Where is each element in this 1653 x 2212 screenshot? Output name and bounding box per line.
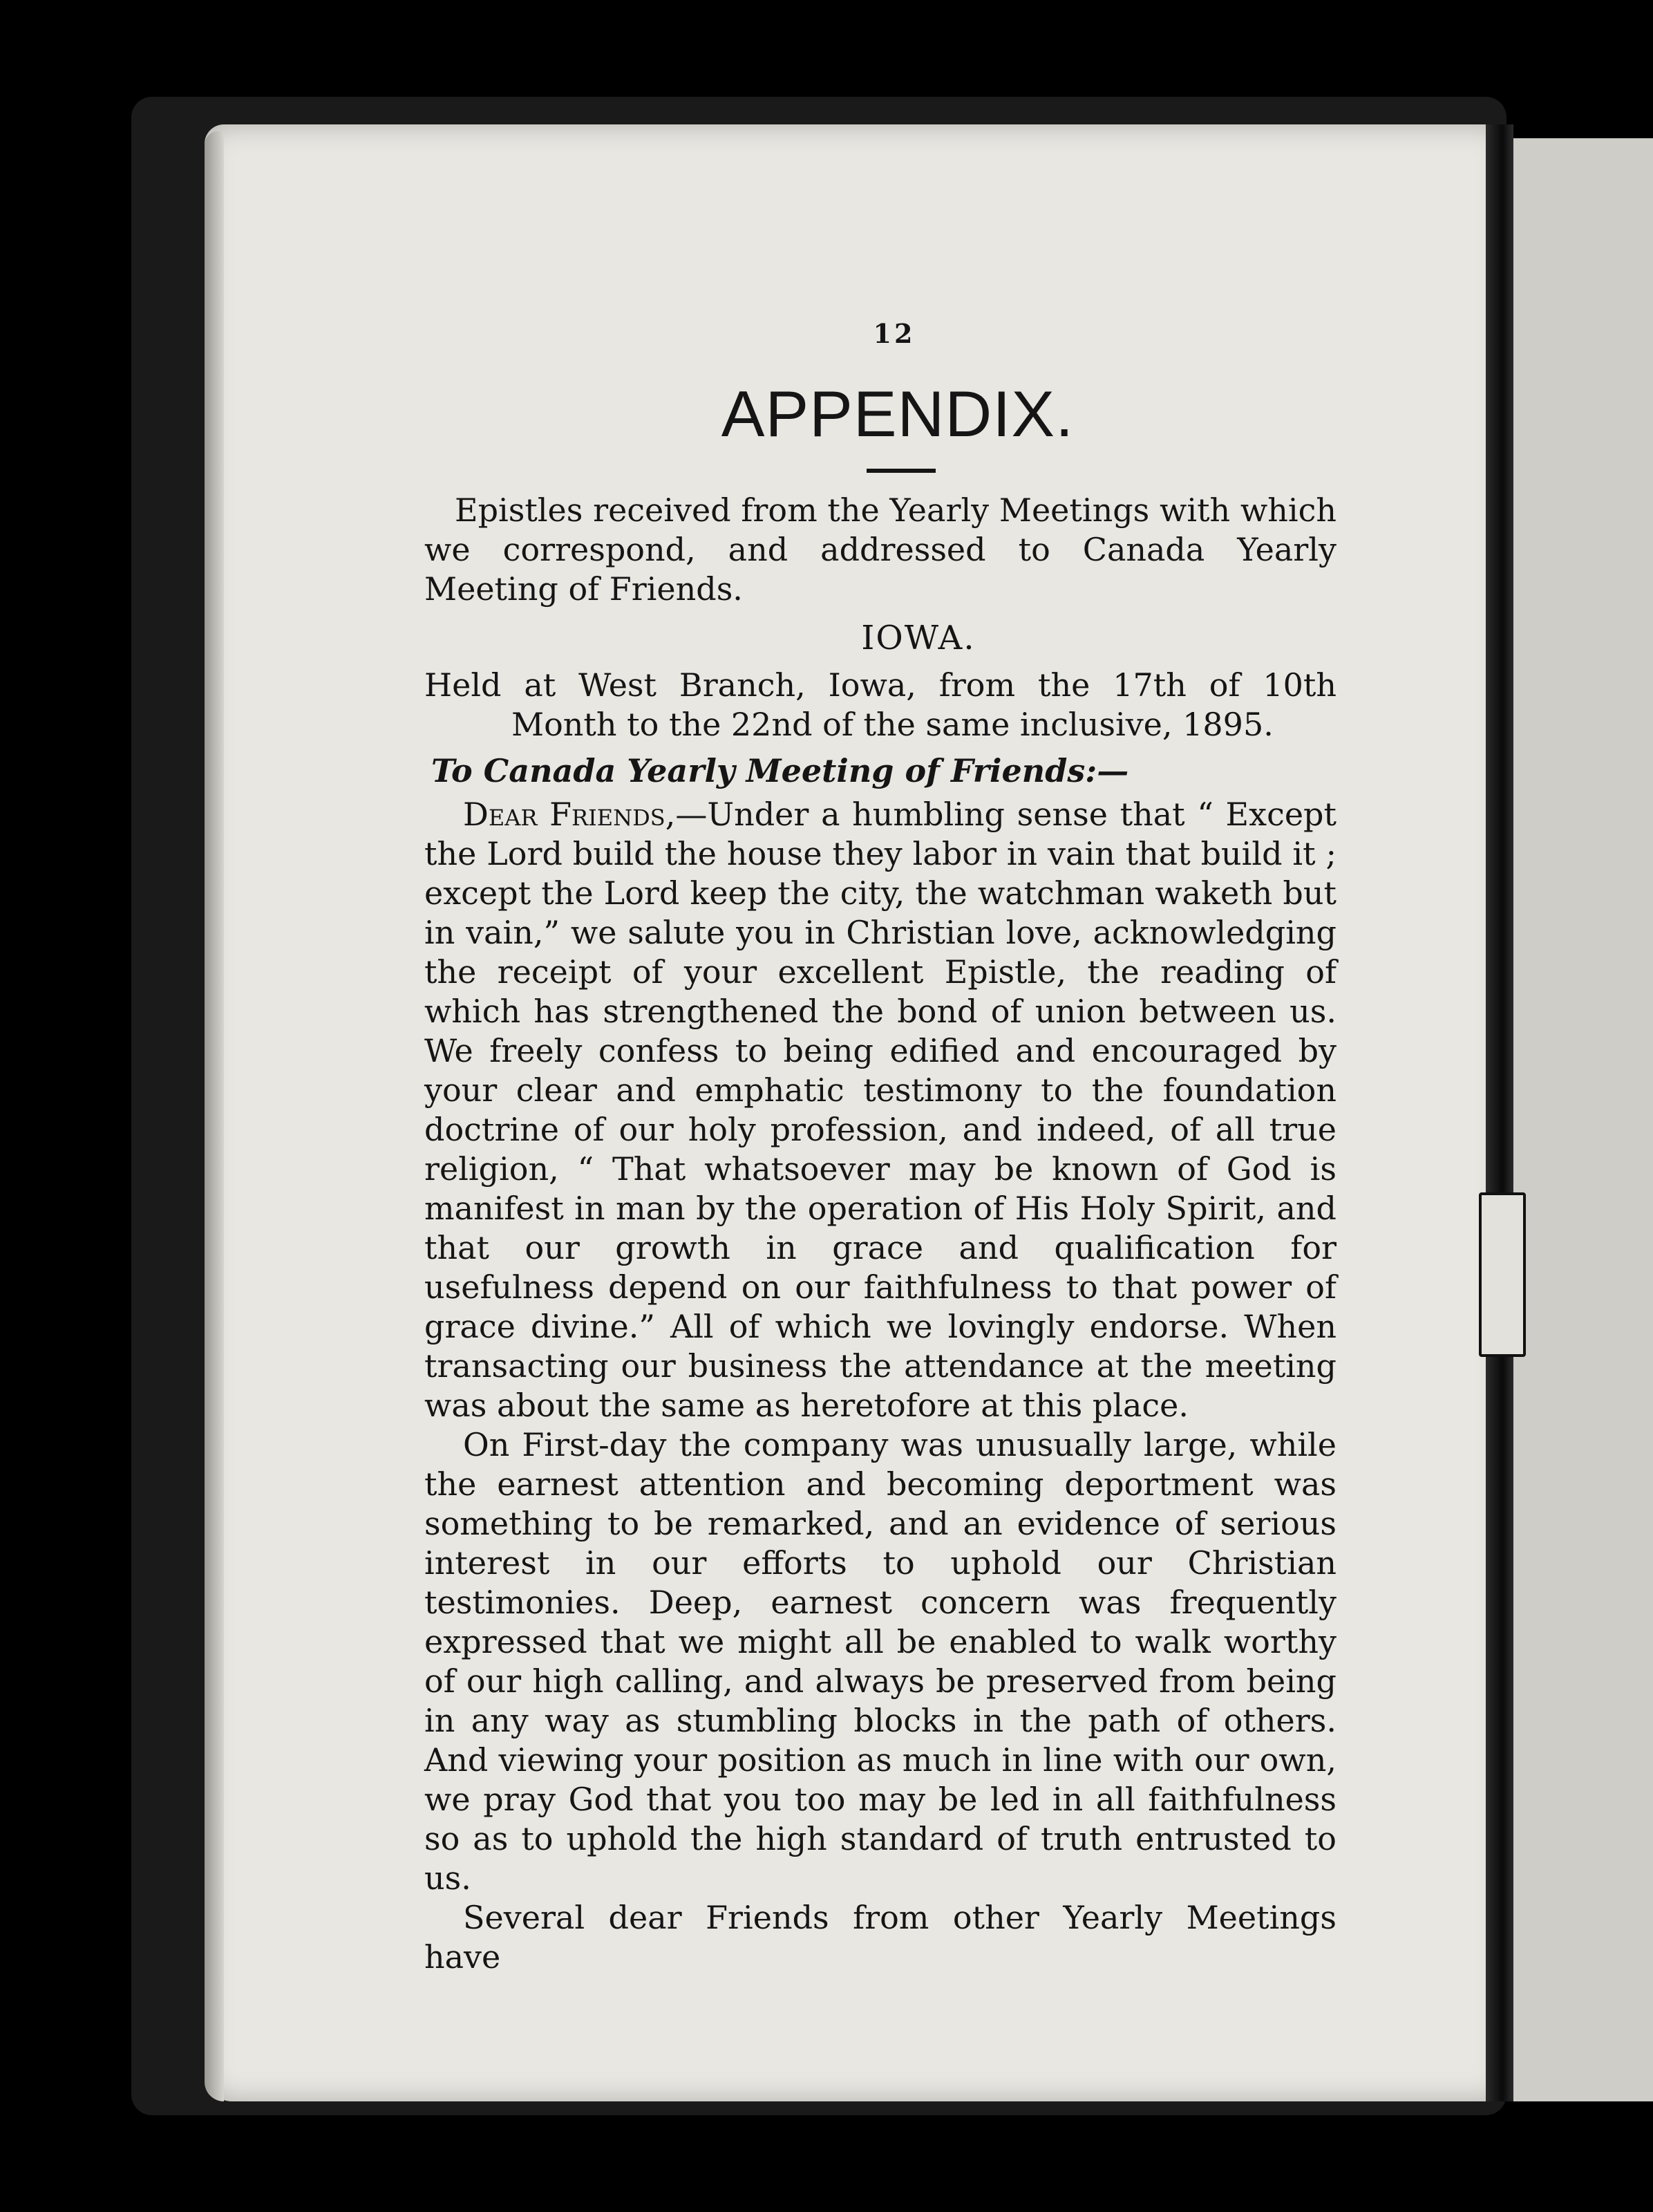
page-left-edge [205,131,224,2101]
body-paragraph-1 [424,795,1336,1425]
book-gutter [1486,124,1513,2101]
page-clip-tab [1479,1192,1526,1357]
meeting-details: Held at West Branch, Iowa, from the 17th of 10th Month to the 22nd of the same inclusive, 1895. [424,666,1336,744]
page-title: APPENDIX. [721,377,1075,450]
page-number: 12 [873,318,916,349]
facing-page-edge [1513,138,1653,2101]
page-text [424,318,1336,1977]
intro-paragraph: Epistles received from the Yearly Meetings with which we correspond, and addressed to Canada Yearly Meeting of Friends. [424,491,1336,608]
body-paragraph-3: Several dear Friends from other Yearly Meetings have [424,1899,1336,1976]
paragraph-lead: Dear Friends, [463,796,676,834]
title-rule [867,469,936,473]
section-heading: IOWA. [861,619,976,658]
body-paragraph-2: On First-day the company was unusually large, while the earnest attention and becoming deportment was something to be remarked, and an evidence of serious interest in our efforts to uphold our Christian testimonies. Deep, earnest concern was frequently expressed that we might all be enabled to walk worthy of our high calling, and always be preserved from being in any way as stumbling blocks in the path of others. And viewing your position as much in line with our own, we pray God that you too may be led in all faithfulness so as to uphold the high standard of truth entrusted to us. [424,1426,1336,1897]
paragraph-text: —Under a humbling sense that “ Except the Lord build the house they labor in vain that build it ; except the Lord keep the city, the watchman waketh but in vain,” we salute you in Christian love, acknowledging the receipt of your excellent Epistle, the reading of which has strengthened the bond of union between us. We freely confess to being edified and encouraged by your clear and emphatic testimony to the foundation doctrine of our holy profession, and indeed, of all true religion, “ That whatsoever may be known of God is manifest in man by the operation of His Holy Spirit, and that our growth in grace and qualification for usefulness depend on our faithfulness to that power of grace divine.” All of which we lovingly endorse. When transacting our business the attendance at the meeting was about the same as heretofore at this place. [424,796,1336,1425]
salutation: To Canada Yearly Meeting of Friends:— [431,752,1129,790]
